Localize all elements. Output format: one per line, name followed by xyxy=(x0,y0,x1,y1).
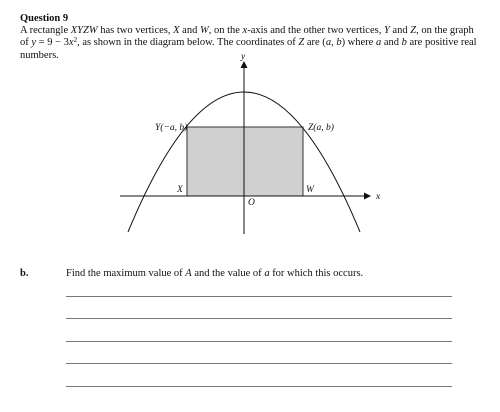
x-axis-label: x xyxy=(376,192,381,202)
part-b-label: b. xyxy=(20,268,29,279)
question-intro: A rectangle XYZW has two vertices, X and W, on the x-axis and the other two vertices, Y and Z, on the graph of $y = 9 - 3x^2$, as shown in the diagram below. The coordinates of Z are (a, b) where a and b are positive real numbers. xyxy=(20,25,477,61)
vertex-x-label: X xyxy=(177,185,183,195)
question-title: Question 9 xyxy=(20,13,69,24)
y-axis-label: y xyxy=(241,52,246,62)
vertex-y-label: Y(−a, b) xyxy=(155,123,188,133)
answer-line[interactable] xyxy=(66,386,452,387)
answer-line[interactable] xyxy=(66,296,452,297)
origin-label: O xyxy=(248,198,255,208)
part-b-question: Find the maximum value of A and the value of a for which this occurs. xyxy=(66,268,364,279)
vertex-w-label: W xyxy=(306,185,314,195)
answer-line[interactable] xyxy=(66,341,452,342)
vertex-z-label: Z(a, b) xyxy=(308,123,334,133)
answer-line[interactable] xyxy=(66,318,452,319)
answer-line[interactable] xyxy=(66,363,452,364)
rectangle-xyzw xyxy=(187,127,303,196)
